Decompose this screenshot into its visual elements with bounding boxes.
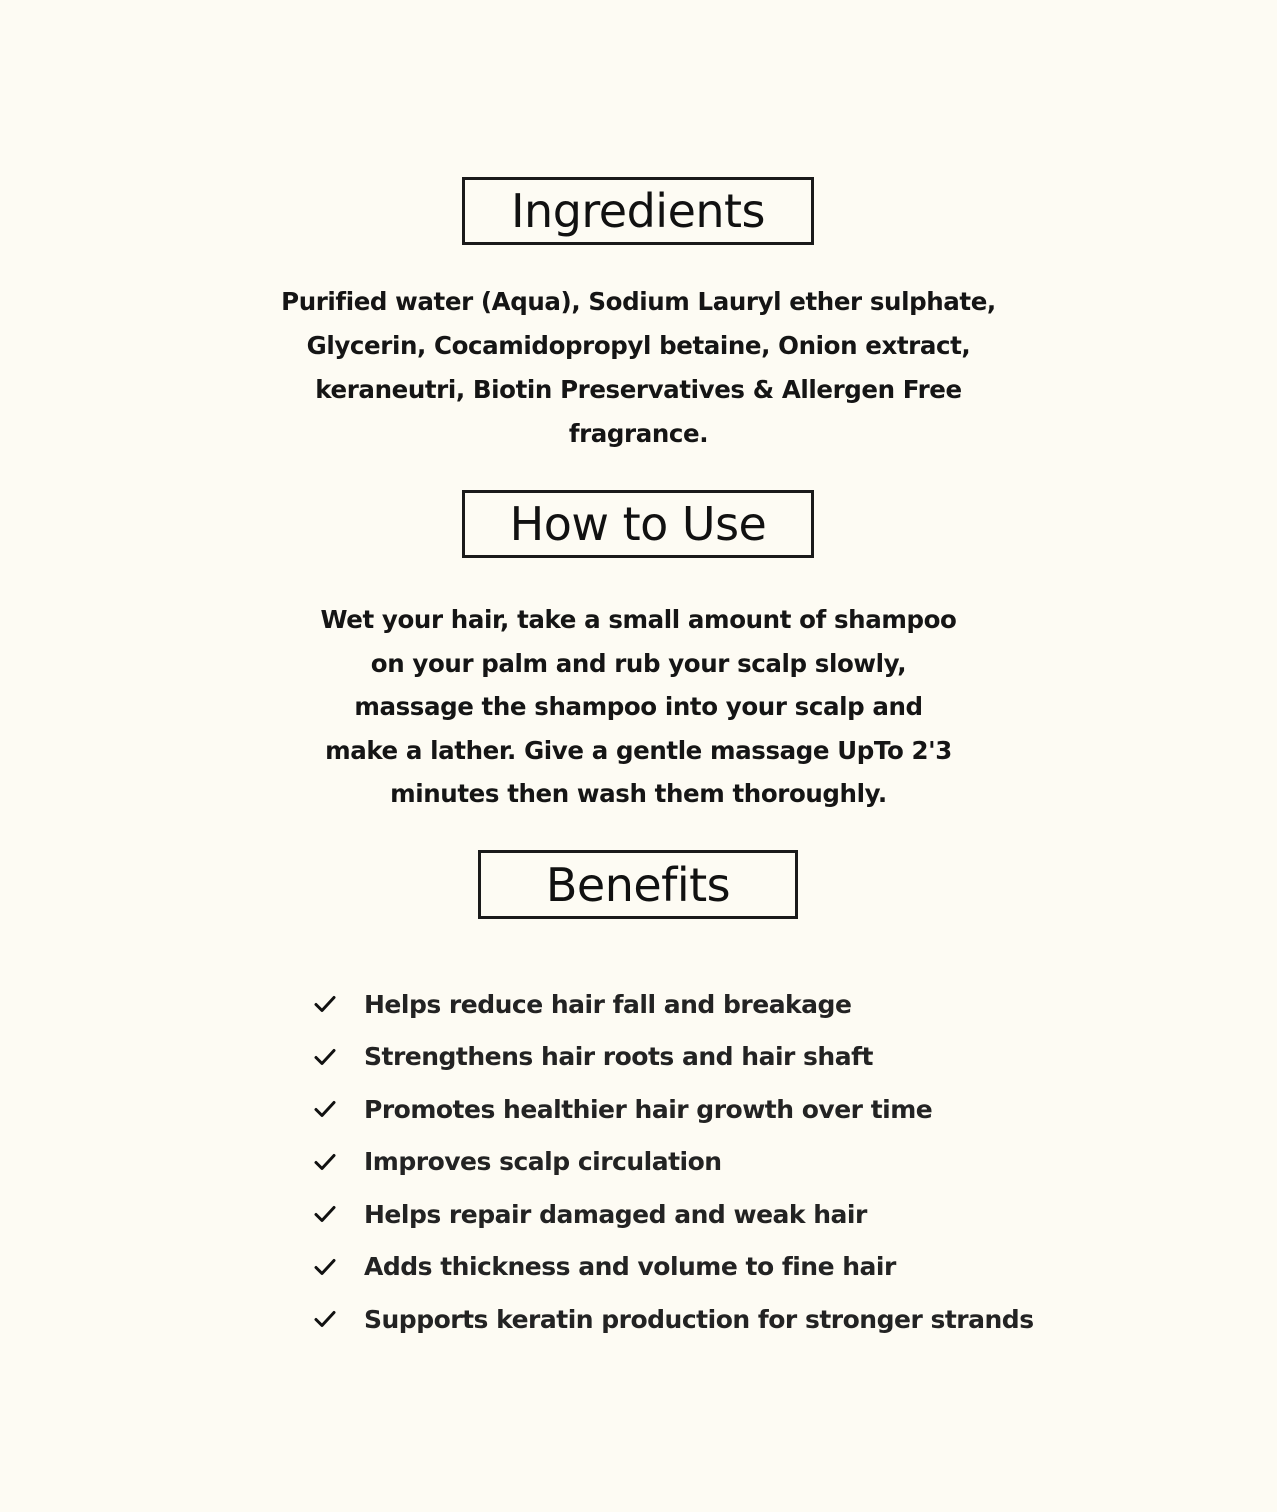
benefit-item: [308, 1136, 1034, 1189]
ingredients-line: keraneutri, Biotin Preservatives & Allergen Free: [315, 375, 962, 404]
how-to-use-line: minutes then wash them thoroughly.: [390, 779, 887, 808]
benefit-item: [308, 978, 1034, 1031]
check-icon: [310, 1252, 340, 1282]
benefit-text: Improves scalp circulation: [364, 1147, 722, 1177]
check-icon: [310, 1042, 340, 1072]
benefits-heading: Benefits: [478, 850, 798, 919]
check-icon: [310, 989, 340, 1019]
check-icon: [310, 1304, 340, 1334]
benefit-item: [308, 1241, 1034, 1294]
ingredients-text: [0, 280, 1277, 456]
how-to-use-line: massage the shampoo into your scalp and: [354, 692, 923, 721]
how-to-use-heading: How to Use: [462, 490, 814, 558]
how-to-use-line: Wet your hair, take a small amount of shampoo: [320, 605, 957, 634]
benefit-item: [308, 1083, 1034, 1136]
ingredients-line: Glycerin, Cocamidopropyl betaine, Onion extract,: [306, 331, 971, 360]
how-to-use-line: make a lather. Give a gentle massage UpTo 2'3: [325, 735, 952, 765]
benefit-text: Helps reduce hair fall and breakage: [364, 989, 852, 1019]
check-icon: [310, 1147, 340, 1177]
benefit-item: [308, 1031, 1034, 1084]
benefit-text: Adds thickness and volume to fine hair: [364, 1252, 896, 1282]
how-to-use-text: [0, 598, 1277, 816]
benefit-item: [308, 1188, 1034, 1241]
check-icon: [310, 1094, 340, 1124]
how-to-use-line: on your palm and rub your scalp slowly,: [370, 648, 907, 678]
benefit-text: Strengthens hair roots and hair shaft: [364, 1042, 873, 1072]
ingredients-line: fragrance.: [568, 419, 709, 448]
benefit-text: Promotes healthier hair growth over time: [364, 1094, 933, 1124]
ingredients-line: Purified water (Aqua), Sodium Lauryl ether sulphate,: [281, 287, 996, 316]
benefit-item: [308, 1293, 1034, 1346]
ingredients-heading: Ingredients: [462, 177, 814, 245]
benefit-text: Helps repair damaged and weak hair: [364, 1199, 867, 1229]
check-icon: [310, 1199, 340, 1229]
benefit-text: Supports keratin production for stronger strands: [364, 1304, 1034, 1334]
benefits-list: [308, 978, 1034, 1346]
